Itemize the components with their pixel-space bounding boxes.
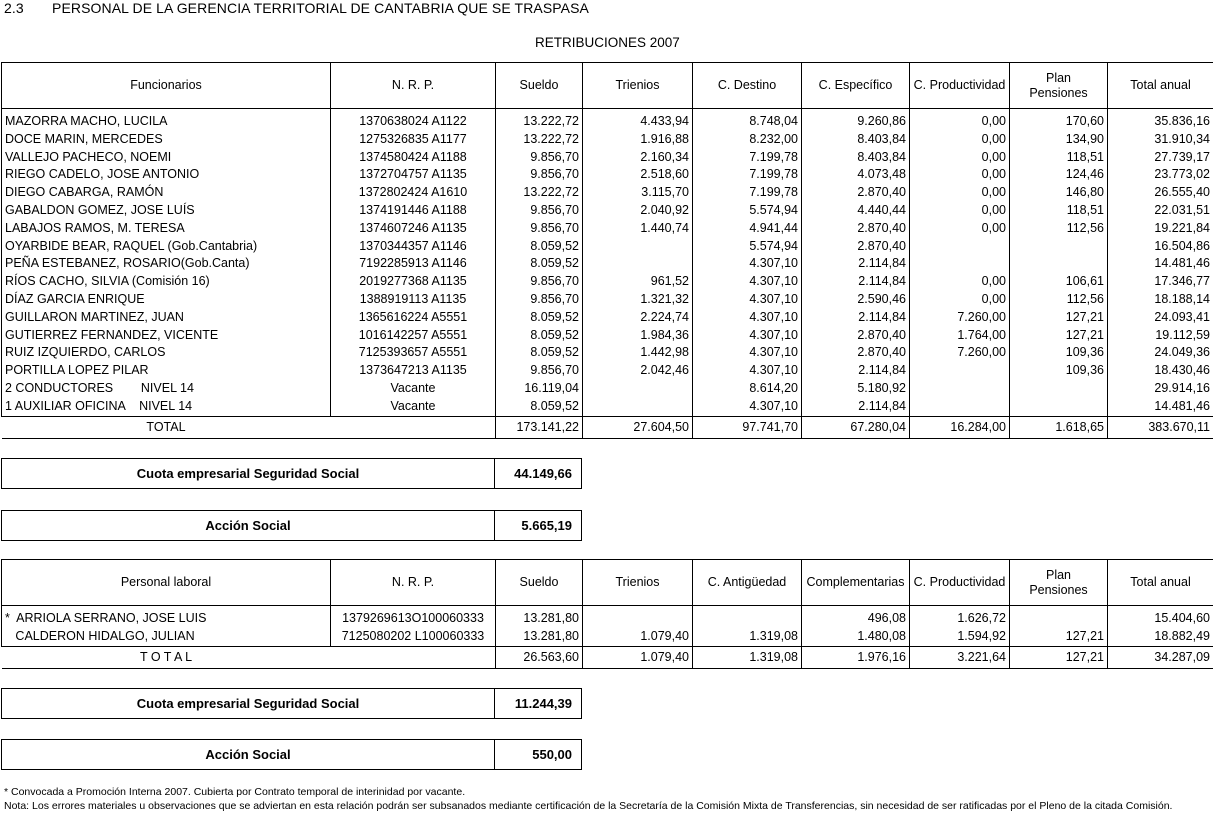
table-cell: LABAJOS RAMOS, M. TERESA: [2, 220, 331, 238]
total-cell: 1.319,08: [693, 646, 802, 668]
total-row: [2, 416, 1213, 438]
table-cell: 7192285913 A1146: [331, 255, 496, 273]
total-label: T O T A L: [2, 646, 331, 668]
table-cell: 18.188,14: [1108, 291, 1213, 309]
table-cell: 9.856,70: [496, 220, 583, 238]
table-cell: 0,00: [910, 184, 1010, 202]
table-row: [2, 149, 1213, 167]
table-cell: [1010, 380, 1108, 398]
table-cell: 4.307,10: [693, 309, 802, 327]
table-cell: 2.114,84: [802, 255, 910, 273]
table-cell: 1 AUXILIAR OFICINA NIVEL 14: [2, 398, 331, 416]
table-row: [2, 309, 1213, 327]
total-cell: 26.563,60: [496, 646, 583, 668]
table-cell: [910, 398, 1010, 416]
cuota-ss-laboral: [1, 688, 582, 719]
total-cell: 173.141,22: [496, 416, 583, 438]
table-cell: 1275326835 A1177: [331, 131, 496, 149]
table-row: [2, 166, 1213, 184]
table-row: [2, 344, 1213, 362]
table-cell: 2019277368 A1135: [331, 273, 496, 291]
section-heading: [4, 0, 589, 16]
table-cell: 2.114,84: [802, 362, 910, 380]
total-label: TOTAL: [2, 416, 331, 438]
table-cell: 1.764,00: [910, 327, 1010, 345]
summary-label: Cuota empresarial Seguridad Social: [2, 689, 495, 718]
summary-label: Acción Social: [2, 740, 495, 769]
table-cell: 29.914,16: [1108, 380, 1213, 398]
table-cell: 2.870,40: [802, 344, 910, 362]
table-cell: 9.856,70: [496, 362, 583, 380]
table-cell: [583, 238, 693, 256]
table-cell: 124,46: [1010, 166, 1108, 184]
table-cell: 4.307,10: [693, 398, 802, 416]
table-cell: 1.442,98: [583, 344, 693, 362]
table-cell: VALLEJO PACHECO, NOEMI: [2, 149, 331, 167]
table-cell: 23.773,02: [1108, 166, 1213, 184]
table-cell: DOCE MARIN, MERCEDES: [2, 131, 331, 149]
table-cell: DIEGO CABARGA, RAMÓN: [2, 184, 331, 202]
table-cell: [1010, 398, 1108, 416]
table-cell: 4.307,10: [693, 255, 802, 273]
table-cell: 1365616224 A5551: [331, 309, 496, 327]
column-header: N. R. P.: [331, 63, 496, 109]
table-cell: 2.870,40: [802, 238, 910, 256]
section-title: PERSONAL DE LA GERENCIA TERRITORIAL DE CANTABRIA QUE SE TRASPASA: [52, 0, 589, 16]
table-cell: 9.856,70: [496, 166, 583, 184]
table-cell: 8.059,52: [496, 327, 583, 345]
table-cell: GUTIERREZ FERNANDEZ, VICENTE: [2, 327, 331, 345]
table-cell: PEÑA ESTEBANEZ, ROSARIO(Gob.Canta): [2, 255, 331, 273]
table-cell: 1370638024 A1122: [331, 113, 496, 131]
table-cell: 0,00: [910, 166, 1010, 184]
table-row: [2, 131, 1213, 149]
table-cell: 1.480,08: [802, 628, 910, 646]
column-header: Funcionarios: [2, 63, 331, 109]
table-cell: Vacante: [331, 380, 496, 398]
funcionarios-table: [1, 62, 1213, 439]
table-row: [2, 113, 1213, 131]
table-cell: 9.856,70: [496, 273, 583, 291]
table-cell: 9.260,86: [802, 113, 910, 131]
table-cell: 7.199,78: [693, 184, 802, 202]
table-row: [2, 628, 1213, 646]
column-header: Plan Pensiones: [1010, 560, 1108, 606]
table-cell: 4.440,44: [802, 202, 910, 220]
column-header: Total anual: [1108, 63, 1213, 109]
table-cell: 109,36: [1010, 344, 1108, 362]
total-cell: 97.741,70: [693, 416, 802, 438]
table-cell: 2.870,40: [802, 220, 910, 238]
table-cell: 127,21: [1010, 327, 1108, 345]
table-row: [2, 202, 1213, 220]
table-cell: 15.404,60: [1108, 610, 1213, 628]
table-cell: [910, 255, 1010, 273]
column-header: Trienios: [583, 560, 693, 606]
table-cell: 961,52: [583, 273, 693, 291]
table-cell: 5.180,92: [802, 380, 910, 398]
column-header: C. Destino: [693, 63, 802, 109]
column-header: Sueldo: [496, 560, 583, 606]
table-cell: 118,51: [1010, 202, 1108, 220]
total-cell: 3.221,64: [910, 646, 1010, 668]
table-cell: 1388919113 A1135: [331, 291, 496, 309]
table-cell: 1.916,88: [583, 131, 693, 149]
summary-label: Cuota empresarial Seguridad Social: [2, 459, 495, 488]
total-cell: [331, 646, 496, 668]
table-cell: 496,08: [802, 610, 910, 628]
table-cell: 1374191446 A1188: [331, 202, 496, 220]
table-cell: 0,00: [910, 113, 1010, 131]
table-cell: 2.590,46: [802, 291, 910, 309]
total-cell: 16.284,00: [910, 416, 1010, 438]
table-cell: 2.870,40: [802, 327, 910, 345]
table-cell: 8.059,52: [496, 344, 583, 362]
table-cell: [693, 610, 802, 628]
table-row: [2, 184, 1213, 202]
table-cell: [910, 238, 1010, 256]
table-cell: 2 CONDUCTORES NIVEL 14: [2, 380, 331, 398]
table-cell: 1.079,40: [583, 628, 693, 646]
footnote-nota: Nota: Los errores materiales u observaciones que se adviertan en esta relación podrán ser subsanados mediante certificación de la Secretaría de la Comisión Mixta de Transferencias, sin necesidad de ser ratificadas por el Pleno de la citada Comisión.: [4, 800, 1173, 812]
column-header: Complementarias: [802, 560, 910, 606]
summary-label: Acción Social: [2, 511, 495, 540]
table-cell: 24.049,36: [1108, 344, 1213, 362]
accion-social-laboral: [1, 739, 582, 770]
column-header: C. Productividad: [910, 63, 1010, 109]
table-cell: GABALDON GOMEZ, JOSE LUÍS: [2, 202, 331, 220]
table-cell: 8.232,00: [693, 131, 802, 149]
section-number: 2.3: [4, 0, 24, 16]
table-cell: 109,36: [1010, 362, 1108, 380]
table-cell: 7.260,00: [910, 344, 1010, 362]
table-cell: 22.031,51: [1108, 202, 1213, 220]
table-cell: 31.910,34: [1108, 131, 1213, 149]
table-row: [2, 380, 1213, 398]
table-cell: [583, 398, 693, 416]
table-cell: 18.430,46: [1108, 362, 1213, 380]
table-row: [2, 220, 1213, 238]
table-cell: 1374607246 A1135: [331, 220, 496, 238]
table-cell: 7.260,00: [910, 309, 1010, 327]
total-cell: [331, 416, 496, 438]
table-cell: 9.856,70: [496, 202, 583, 220]
table-cell: 1374580424 A1188: [331, 149, 496, 167]
table-row: [2, 362, 1213, 380]
table-cell: 13.222,72: [496, 131, 583, 149]
table-cell: OYARBIDE BEAR, RAQUEL (Gob.Cantabria): [2, 238, 331, 256]
total-row: [2, 646, 1213, 668]
table-cell: * ARRIOLA SERRANO, JOSE LUIS: [2, 610, 331, 628]
table-cell: 112,56: [1010, 291, 1108, 309]
table-cell: 27.739,17: [1108, 149, 1213, 167]
summary-value: 550,00: [532, 747, 572, 762]
column-header: C. Específico: [802, 63, 910, 109]
table-cell: 5.574,94: [693, 238, 802, 256]
table-cell: RIEGO CADELO, JOSE ANTONIO: [2, 166, 331, 184]
table-cell: 1372802424 A1610: [331, 184, 496, 202]
table-cell: 1370344357 A1146: [331, 238, 496, 256]
table-cell: 0,00: [910, 131, 1010, 149]
summary-value: 5.665,19: [521, 518, 572, 533]
table-cell: 2.114,84: [802, 309, 910, 327]
retribuciones-subheading: RETRIBUCIONES 2007: [535, 35, 680, 50]
table-cell: [583, 380, 693, 398]
table-cell: 106,61: [1010, 273, 1108, 291]
table-cell: 8.614,20: [693, 380, 802, 398]
laboral-table: [1, 559, 1213, 669]
table-cell: 4.307,10: [693, 291, 802, 309]
table-cell: 1.626,72: [910, 610, 1010, 628]
table-cell: 2.042,46: [583, 362, 693, 380]
table-row: [2, 273, 1213, 291]
table-cell: 8.059,52: [496, 309, 583, 327]
table-cell: 19.112,59: [1108, 327, 1213, 345]
column-header: C. Productividad: [910, 560, 1010, 606]
table-cell: 26.555,40: [1108, 184, 1213, 202]
summary-value: 44.149,66: [514, 466, 572, 481]
table-cell: 4.433,94: [583, 113, 693, 131]
table-cell: [910, 380, 1010, 398]
total-cell: 1.618,65: [1010, 416, 1108, 438]
total-cell: 383.670,11: [1108, 416, 1213, 438]
table-row: [2, 327, 1213, 345]
table-cell: 13.222,72: [496, 113, 583, 131]
table-cell: 4.073,48: [802, 166, 910, 184]
table-cell: 2.224,74: [583, 309, 693, 327]
total-cell: 1.976,16: [802, 646, 910, 668]
table-cell: [583, 610, 693, 628]
cuota-ss-funcionarios: [1, 458, 582, 489]
table-cell: 1.440,74: [583, 220, 693, 238]
table-cell: 5.574,94: [693, 202, 802, 220]
total-cell: 34.287,09: [1108, 646, 1213, 668]
table-cell: 0,00: [910, 291, 1010, 309]
table-cell: 35.836,16: [1108, 113, 1213, 131]
table-cell: 4.941,44: [693, 220, 802, 238]
table-cell: 1372704757 A1135: [331, 166, 496, 184]
table-cell: 8.059,52: [496, 238, 583, 256]
table-cell: 7125393657 A5551: [331, 344, 496, 362]
total-cell: 67.280,04: [802, 416, 910, 438]
table-cell: 9.856,70: [496, 291, 583, 309]
table-cell: RUIZ IZQUIERDO, CARLOS: [2, 344, 331, 362]
table-cell: [1010, 610, 1108, 628]
total-cell: 1.079,40: [583, 646, 693, 668]
table-row: [2, 255, 1213, 273]
table-cell: 7125080202 L100060333: [331, 628, 496, 646]
table-cell: 134,90: [1010, 131, 1108, 149]
table-cell: 0,00: [910, 273, 1010, 291]
table-cell: 170,60: [1010, 113, 1108, 131]
table-cell: 16.119,04: [496, 380, 583, 398]
table-cell: 7.199,78: [693, 166, 802, 184]
table-cell: 8.403,84: [802, 131, 910, 149]
table-cell: 1.321,32: [583, 291, 693, 309]
column-header: Total anual: [1108, 560, 1213, 606]
table-cell: 8.059,52: [496, 398, 583, 416]
table-cell: 9.856,70: [496, 149, 583, 167]
table-cell: 7.199,78: [693, 149, 802, 167]
table-cell: 3.115,70: [583, 184, 693, 202]
table-cell: 146,80: [1010, 184, 1108, 202]
table-cell: 1.594,92: [910, 628, 1010, 646]
summary-value: 11.244,39: [514, 696, 572, 711]
table-cell: 118,51: [1010, 149, 1108, 167]
column-header: C. Antigüedad: [693, 560, 802, 606]
table-cell: [1010, 255, 1108, 273]
table-cell: 16.504,86: [1108, 238, 1213, 256]
column-header: Personal laboral: [2, 560, 331, 606]
table-cell: 1016142257 A5551: [331, 327, 496, 345]
table-cell: 2.114,84: [802, 273, 910, 291]
table-cell: 127,21: [1010, 628, 1108, 646]
column-header: Plan Pensiones: [1010, 63, 1108, 109]
table-cell: 8.059,52: [496, 255, 583, 273]
table-cell: DÍAZ GARCIA ENRIQUE: [2, 291, 331, 309]
table-cell: [910, 362, 1010, 380]
column-header: Trienios: [583, 63, 693, 109]
table-cell: GUILLARON MARTINEZ, JUAN: [2, 309, 331, 327]
table-cell: 17.346,77: [1108, 273, 1213, 291]
table-cell: 8.748,04: [693, 113, 802, 131]
table-cell: 4.307,10: [693, 273, 802, 291]
table-cell: 18.882,49: [1108, 628, 1213, 646]
table-cell: 4.307,10: [693, 362, 802, 380]
table-cell: MAZORRA MACHO, LUCILA: [2, 113, 331, 131]
table-cell: 13.222,72: [496, 184, 583, 202]
table-cell: 13.281,80: [496, 610, 583, 628]
table-cell: 14.481,46: [1108, 398, 1213, 416]
table-cell: 2.040,92: [583, 202, 693, 220]
table-cell: 8.403,84: [802, 149, 910, 167]
total-cell: 127,21: [1010, 646, 1108, 668]
table-cell: 19.221,84: [1108, 220, 1213, 238]
table-cell: 13.281,80: [496, 628, 583, 646]
table-cell: 1379269613O100060333: [331, 610, 496, 628]
table-cell: 0,00: [910, 220, 1010, 238]
table-cell: CALDERON HIDALGO, JULIAN: [2, 628, 331, 646]
table-cell: 4.307,10: [693, 327, 802, 345]
table-cell: 1.319,08: [693, 628, 802, 646]
table-row: [2, 238, 1213, 256]
column-header: N. R. P.: [331, 560, 496, 606]
table-row: [2, 610, 1213, 628]
table-cell: 1373647213 A1135: [331, 362, 496, 380]
table-cell: RÍOS CACHO, SILVIA (Comisión 16): [2, 273, 331, 291]
table-cell: 2.870,40: [802, 184, 910, 202]
total-cell: 27.604,50: [583, 416, 693, 438]
table-row: [2, 291, 1213, 309]
table-cell: 127,21: [1010, 309, 1108, 327]
table-cell: [1010, 238, 1108, 256]
table-cell: 4.307,10: [693, 344, 802, 362]
table-cell: 24.093,41: [1108, 309, 1213, 327]
table-cell: [583, 255, 693, 273]
accion-social-funcionarios: [1, 510, 582, 541]
table-cell: 0,00: [910, 202, 1010, 220]
table-cell: 2.114,84: [802, 398, 910, 416]
footnote-asterisk: * Convocada a Promoción Interna 2007. Cubierta por Contrato temporal de interinidad por vacante.: [4, 786, 466, 798]
table-cell: 1.984,36: [583, 327, 693, 345]
table-cell: 2.518,60: [583, 166, 693, 184]
table-row: [2, 398, 1213, 416]
table-cell: Vacante: [331, 398, 496, 416]
table-cell: 14.481,46: [1108, 255, 1213, 273]
table-cell: 112,56: [1010, 220, 1108, 238]
table-cell: 2.160,34: [583, 149, 693, 167]
column-header: Sueldo: [496, 63, 583, 109]
table-cell: PORTILLA LOPEZ PILAR: [2, 362, 331, 380]
table-cell: 0,00: [910, 149, 1010, 167]
